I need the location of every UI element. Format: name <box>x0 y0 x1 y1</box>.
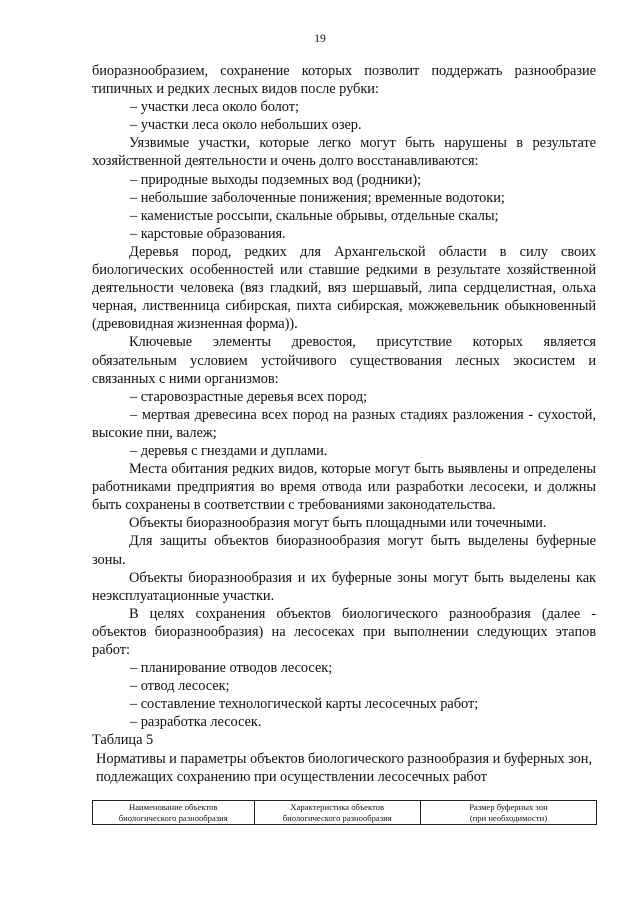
table-header-buffer-size <box>420 801 596 825</box>
header-line: (при необходимости) <box>469 812 548 823</box>
list-item: – каменистые россыпи, скальные обрывы, отдельные скалы; <box>130 207 499 224</box>
header-line: биологического разнообразия <box>282 812 392 823</box>
paragraph-list <box>92 62 596 731</box>
list-item: – природные выходы подземных вод (родники); <box>130 171 422 188</box>
paragraph: В целях сохранения объектов биологического разнообразия (далее - объектов биоразнообразия) на лесосеках при выполнении следующих этапов работ: <box>92 605 596 658</box>
paragraph: Объекты биоразнообразия могут быть площадными или точечными. <box>129 515 547 532</box>
page-number: 19 <box>314 33 326 45</box>
paragraph: Ключевые элементы древостоя, присутствие которых является обязательным условием устойчивого существования лесных экосистем и связанных с ними организмов: <box>92 334 596 387</box>
paragraph: Уязвимые участки, которые легко могут быть нарушены в результате хозяйственной деятельности и очень долго восстанавливаются: <box>92 135 596 170</box>
table-header-objects <box>93 801 255 825</box>
table-header-characteristics <box>254 801 420 825</box>
list-item: – деревья с гнездами и дуплами. <box>130 442 328 459</box>
list-item-continuation: сухостой, высокие пни, валеж; <box>92 406 596 441</box>
header-line: Наименование объектов <box>129 802 218 812</box>
table-caption: Нормативы и параметры объектов биологического разнообразия и буферных зон, подлежащих сохранению при осуществлении лесосечных работ <box>96 750 592 785</box>
header-line: Характеристика объектов <box>290 802 385 812</box>
list-item: – карстовые образования. <box>130 225 286 242</box>
list-item: – разработка лесосек. <box>130 714 262 731</box>
table-label: Таблица 5 <box>92 732 154 749</box>
list-item: – небольшие заболоченные понижения; временные водотоки; <box>130 189 505 206</box>
paragraph: Деревья пород, редких для Архангельской области в силу своих биологических особенностей или ставшие редкими в результате хозяйственной деятельности человека (вяз гладкий, вяз шершавый, липа сердцелистная, ольха черная, лиственница сибирская, пихта сибирская, можжевельник обыкновенный (древовидная жизненная форма)). <box>92 243 596 333</box>
paragraph: Места обитания редких видов, которые могут быть выявлены и определены работниками предприятия во время отвода или разработки лесосеки, и должны быть сохранены в соответствии с требованиями законодательства. <box>92 461 596 514</box>
body-text <box>92 62 596 786</box>
list-item <box>92 406 596 442</box>
list-item: – составление технологической карты лесосечных работ; <box>130 696 479 713</box>
list-item: – отвод лесосек; <box>130 678 230 695</box>
list-item: – старовозрастные деревья всех пород; <box>130 388 368 405</box>
norms-table <box>92 800 597 825</box>
list-item: – участки леса около небольших озер. <box>130 117 362 134</box>
paragraph: Объекты биоразнообразия и их буферные зоны могут быть выделены как неэксплуатационные участки. <box>92 569 596 604</box>
paragraph: Для защиты объектов биоразнообразия могут быть выделены буферные зоны. <box>92 533 596 568</box>
table-header-row <box>93 801 597 825</box>
list-item: – планирование отводов лесосек; <box>130 660 333 677</box>
list-item: – участки леса около болот; <box>130 99 299 116</box>
header-line: биологического разнообразия <box>118 812 228 823</box>
header-line: Размер буферных зон <box>469 802 548 812</box>
paragraph: биоразнообразием, сохранение которых позволит поддержать разнообразие типичных и редких лесных видов после рубки: <box>92 63 596 98</box>
list-item-first-line: – мертвая древесина всех пород на разных стадиях разложения - <box>130 406 534 423</box>
